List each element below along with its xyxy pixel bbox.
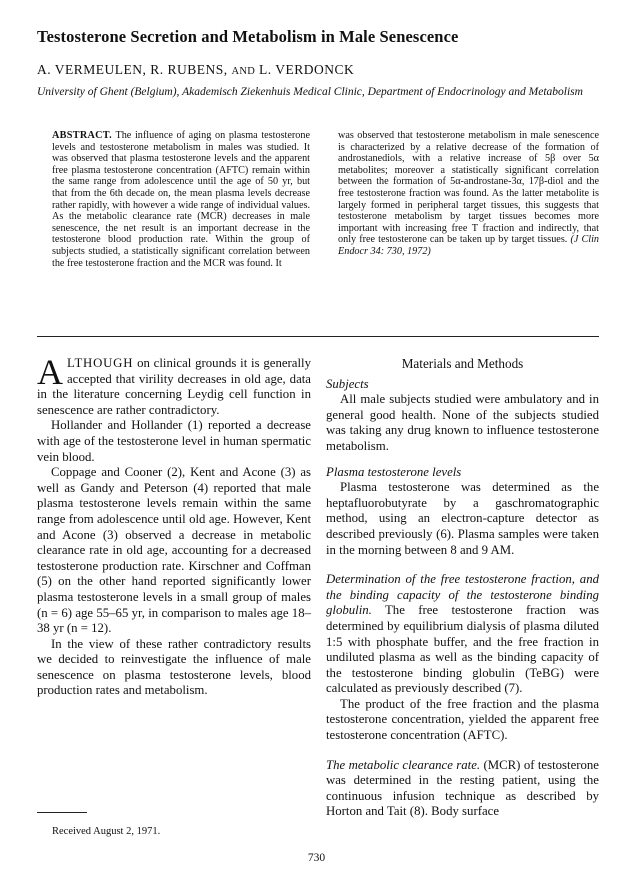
abstract-right-text: was observed that testosterone metabolism in male senescence is characterized by a relative decrease of the formation of androstanediols, with a relative increase of 5β over 5α metabolites; moreover a statistically significant correlation between the formation of 5α-androstane-3α, 17β-diol and the free testosterone fraction was found. As the latter metabolite is largely formed in peripheral target tissues, this suggests that testosterone metabolism by target tissues becomes more important with increasing free T fraction and indirectly, that only free testosterone can be taken up by target tissues. <box>338 130 599 246</box>
authors-first: A. VERMEULEN, R. RUBENS, <box>37 62 228 77</box>
subjects-heading: Subjects <box>326 376 369 391</box>
intro-paragraph-1 <box>37 352 311 418</box>
intro-lead-word: LTHOUGH <box>67 356 134 370</box>
section-title: Materials and Methods <box>401 356 524 371</box>
plasma-paragraph: Plasma testosterone was determined as the heptafluorobutyrate by a gaschromatographic method, using an electron-capture detector as described previously (6). Plasma samples were taken in the morning between 8 and 9 AM. <box>326 480 599 557</box>
subjects-paragraph: All male subjects studied were ambulatory and in general good health. None of the subjects studied was taking any drug known to influence testosterone metabolism. <box>326 392 599 453</box>
intro-paragraph-2: Hollander and Hollander (1) reported a decrease with age of the testosterone level in human spermatic vein blood. <box>37 418 311 464</box>
footnote-divider <box>37 812 87 813</box>
free-fraction-heading: Determination of the free testosterone fraction, and the binding capacity of the testosterone binding globulin. <box>326 572 599 618</box>
body-right-column <box>326 356 599 820</box>
intro-p1-text: on clinical grounds it is generally accepted that virility decreases in old age, data in the literature concerning Leydig cell function in senescence are rather contradictory. <box>37 356 311 417</box>
author-list <box>37 62 617 78</box>
article-title: Testosterone Secretion and Metabolism in Male Senescence <box>37 27 459 46</box>
authors-last: L. VERDONCK <box>259 62 355 77</box>
intro-paragraph-3: Coppage and Cooner (2), Kent and Acone (3) as well as Gandy and Peterson (4) reported that male plasma testosterone levels remain within the same range from adolescence until old age. However, Kent and Acone (3) observed a decrease in metabolic clearance rate in old age, accounting for a decreased testosterone production rate. Kirschner and Coffman (5) on the other hand reported significantly lower plasma testosterone levels in a small group of males (n = 6) age 55–65 yr, in comparison to males age 18–38 yr (n = 12). <box>37 465 311 636</box>
abstract-left-column <box>52 130 310 269</box>
drop-cap: A <box>37 352 63 392</box>
plasma-heading: Plasma testosterone levels <box>326 464 462 479</box>
received-footnote: Received August 2, 1971. <box>52 826 161 837</box>
abstract-divider <box>37 336 599 337</box>
free-fraction-paragraph <box>326 572 599 697</box>
abstract-label: ABSTRACT. <box>52 130 112 141</box>
free-fraction-text: The free testosterone fraction was determined by equilibrium dialysis of plasma diluted 1:5 with phosphate buffer, and the free fraction in undiluted plasma as well as the binding capacity of the testosterone binding globulin (TeBG) were calculated as previously described (7). <box>326 603 599 696</box>
abstract-right-column <box>338 130 599 258</box>
mcr-paragraph <box>326 758 599 820</box>
authors-and: AND <box>231 66 256 77</box>
mcr-heading: The metabolic clearance rate. <box>326 757 481 772</box>
affiliation: University of Ghent (Belgium), Akademisch Ziekenhuis Medical Clinic, Department of Endocrinology and Metabolism <box>37 86 583 98</box>
intro-paragraph-4: In the view of these rather contradictory results we decided to reinvestigate the influence of male senescence on plasma testosterone levels, blood production rates and metabolism. <box>37 636 311 698</box>
page-number: 730 <box>307 852 326 864</box>
body-left-column <box>37 352 311 699</box>
aftc-paragraph: The product of the free fraction and the plasma testosterone concentration, yielded the apparent free testosterone concentration (AFTC). <box>326 696 599 743</box>
abstract-left-text: The influence of aging on plasma testosterone levels and testosterone metabolism in males was studied. It was observed that plasma testosterone levels and the apparent free plasma testosterone concentration (AFTC) remain within the same range from adolescence until the age of 50 yr, but that from the 6th decade on, the mean plasma levels decrease rather rapidly, with however a wide range of individual values. As the metabolic clearance rate (MCR) decreases in male senescence, the net result is an important decrease in the testosterone blood production rate. Within the group of subjects studied, a statistically significant correlation between the free testosterone fraction and the MCR was found. It <box>52 130 310 269</box>
abstract-citation: (J Clin Endocr 34: 730, 1972) <box>338 234 599 257</box>
mcr-text: (MCR) of testosterone was determined in the resting patient, using the continuous infusion technique as described by Horton and Tait (8). Body surface <box>326 757 599 819</box>
